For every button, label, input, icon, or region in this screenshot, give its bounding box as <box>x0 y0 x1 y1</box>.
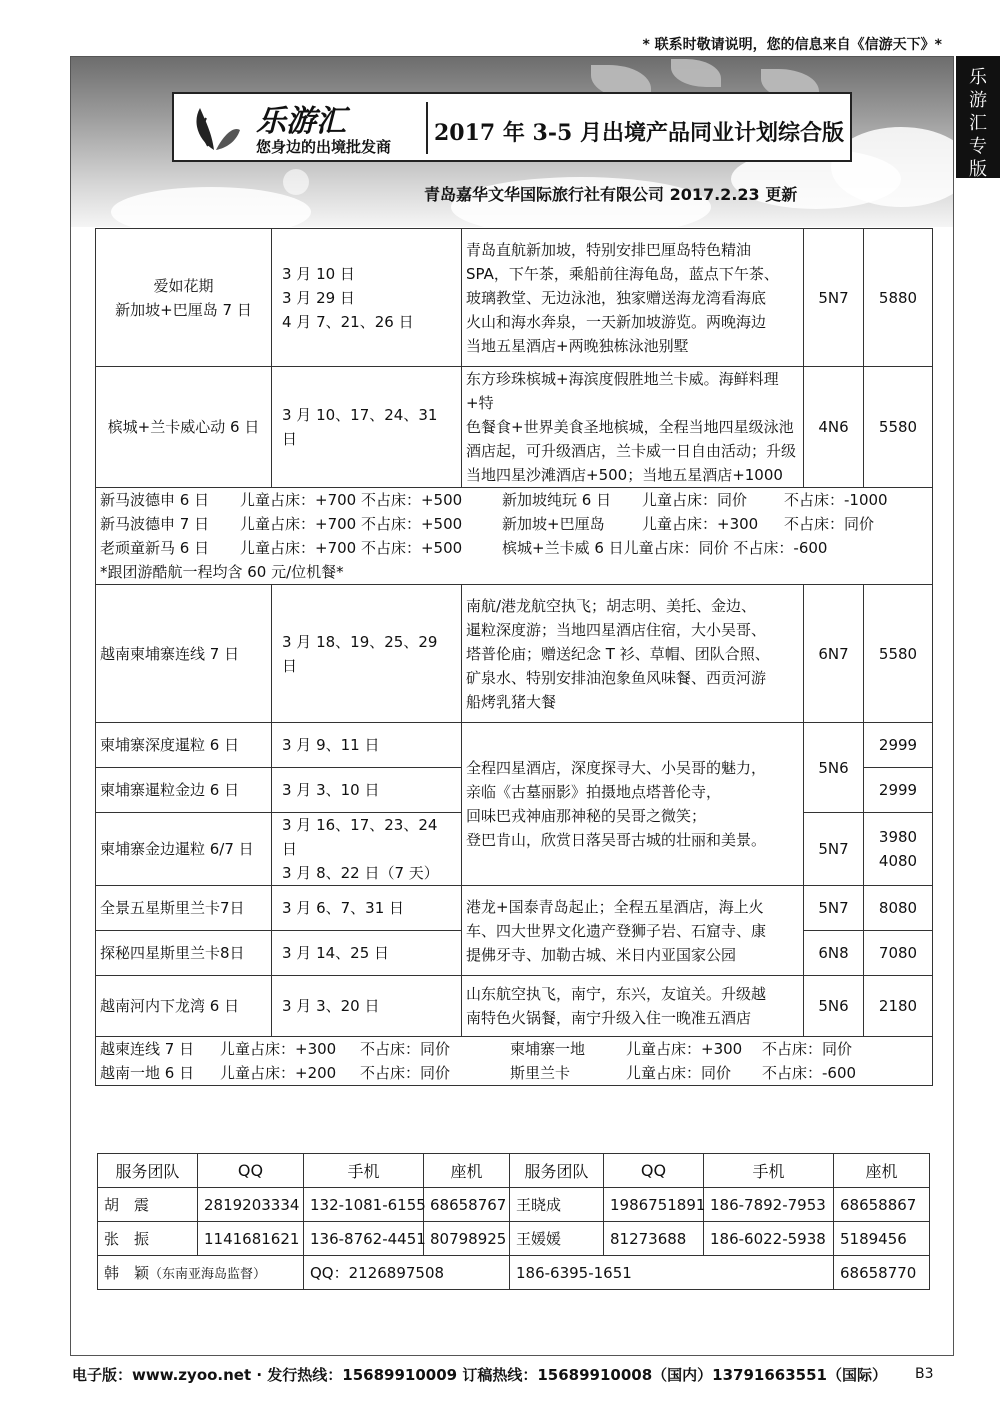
product-name: 柬埔寨金边暹粒 6/7 日 <box>96 813 272 886</box>
contact-header-cell: 座机 <box>424 1154 510 1188</box>
product-desc-line: SPA，下午茶，乘船前往海龟岛，蓝点下午茶、 <box>466 264 779 283</box>
product-desc-line: 当地四星沙滩酒店+500；当地五星酒店+1000 <box>466 466 783 484</box>
note-line <box>100 512 928 536</box>
product-desc-line: 东方珍珠槟城+海滨度假胜地兰卡威。海鲜料理+特 <box>466 370 779 412</box>
product-name <box>96 367 272 488</box>
logo-name: 乐游汇 <box>256 104 346 139</box>
product-dates: 3 月 14、25 日 <box>272 931 462 976</box>
note-item: 儿童占床：+700 不占床：+500 <box>240 539 463 557</box>
product-desc-line: 当地五星酒店+两晚独栋泳池别墅 <box>466 336 689 355</box>
product-date-line: 3 月 8、22 日（7 天） <box>282 864 439 882</box>
product-desc <box>462 367 804 488</box>
bubble-decoration <box>283 169 309 195</box>
product-desc-line: 青岛直航新加坡，特别安排巴厘岛特色精油 <box>466 240 752 259</box>
note-item: 儿童占床：同价 <box>626 1064 732 1082</box>
product-name: 全景五星斯里兰卡7日 <box>96 886 272 931</box>
side-tab-char: 乐 <box>969 67 987 88</box>
note-item: 老顽童新马 6 日 <box>100 539 210 557</box>
product-desc-line: 矿泉水、特别安排油泡象鱼风味餐、西贡河游 <box>466 668 767 687</box>
note-item: 儿童占床：+200 <box>220 1064 337 1082</box>
product-row <box>96 229 933 367</box>
contact-name: 胡 震 <box>98 1188 198 1222</box>
contact-name: 王媛媛 <box>510 1222 604 1256</box>
contact-row <box>98 1256 930 1290</box>
note-item: 越柬连线 7 日 <box>100 1040 195 1058</box>
butterfly-logo-icon <box>188 100 242 154</box>
child-price-notes <box>96 488 933 585</box>
product-name-line: 新加坡+巴厘岛 7 日 <box>115 300 252 319</box>
product-row <box>96 367 933 488</box>
product-desc <box>462 886 804 976</box>
product-date-line: 4 月 7、21、26 日 <box>282 312 414 331</box>
note-item: 儿童占床：+700 不占床：+500 <box>240 515 463 533</box>
product-price: 7080 <box>864 931 933 976</box>
product-price: 5580 <box>864 585 933 723</box>
contact-name: 王晓成 <box>510 1188 604 1222</box>
contact-cell: 186-6022-5938 <box>704 1222 834 1256</box>
product-name-line: 爱如花期 <box>153 276 214 295</box>
contact-header-cell: 手机 <box>304 1154 424 1188</box>
contact-cell: 1986751891 <box>604 1188 704 1222</box>
logo-slogan: 您身边的出境批发商 <box>256 138 392 156</box>
note-item: 槟城+兰卡威 6 日儿童占床：同价 不占床：-600 <box>502 539 828 557</box>
contact-header-cell: 手机 <box>704 1154 834 1188</box>
product-desc-line: 船烤乳猪大餐 <box>466 692 557 711</box>
product-price <box>864 813 933 886</box>
product-name: 越南柬埔寨连线 7 日 <box>96 585 272 723</box>
product-desc-line: 南特色火锅餐，南宁升级入住一晚准五酒店 <box>466 1009 752 1027</box>
contact-header-cell: 座机 <box>834 1154 930 1188</box>
product-date-line: 3 月 29 日 <box>282 288 355 307</box>
footer-contact-line: 电子版：www.zyoo.net · 发行热线：15689910009 订稿热线：15689910008（国内）13791663551（国际） <box>72 1366 887 1384</box>
side-tab-char: 汇 <box>969 113 987 134</box>
contact-cell: 68658767 <box>424 1188 510 1222</box>
product-name <box>96 229 272 367</box>
meal-note: *跟团游酷航一程均含 60 元/位机餐* <box>100 563 344 581</box>
contact-cell: 80798925 <box>424 1222 510 1256</box>
product-price <box>864 768 933 813</box>
contact-row <box>98 1188 930 1222</box>
notes-row <box>96 1037 933 1086</box>
product-code: 5N7 <box>804 813 864 886</box>
product-date-line: 3 月 10、17、24、31 日 <box>282 406 438 448</box>
contact-cell: 136-8762-4451 <box>304 1222 424 1256</box>
cloud-decoration <box>111 187 311 227</box>
side-tab-char: 游 <box>969 90 987 111</box>
note-item: 不占床：-1000 <box>784 491 888 509</box>
contact-name-text: 韩 颖 <box>104 1264 150 1282</box>
contact-note: （东南亚海岛监督） <box>149 1267 267 1282</box>
note-item: 儿童占床：+700 不占床：+500 <box>240 491 463 509</box>
product-desc <box>462 585 804 723</box>
product-dates: 3 月 18、19、25、29 日 <box>272 585 462 723</box>
product-name: 探秘四星斯里兰卡8日 <box>96 931 272 976</box>
note-item: 儿童占床：同价 <box>642 491 748 509</box>
title-box <box>172 92 852 162</box>
product-price-line: 4080 <box>878 852 918 870</box>
product-row <box>96 886 933 931</box>
company-line: 青岛嘉华文华国际旅行社有限公司 2017.2.23 更新 <box>424 185 798 204</box>
note-item: 不占床：同价 <box>360 1064 451 1082</box>
top-note: * 联系时敬请说明，您的信息来自《信游天下》* <box>642 37 942 53</box>
product-desc-line: 南航/港龙航空执飞；胡志明、美托、金边、 <box>466 596 757 615</box>
note-item: 不占床：同价 <box>360 1040 451 1058</box>
note-item: 柬埔寨一地 <box>510 1040 586 1058</box>
product-price-line: 2999 <box>878 781 918 799</box>
product-desc-line: 港龙+国泰青岛起止；全程五星酒店，海上火 <box>466 897 764 916</box>
product-desc-line: 车、四大世界文化遗产登狮子岩、石窟寺、康 <box>466 921 767 940</box>
contact-header-cell: QQ <box>604 1154 704 1188</box>
note-line <box>100 1037 928 1061</box>
product-desc-line: 火山和海水奔泉，一天新加坡游览。两晚海边 <box>466 312 767 331</box>
product-row <box>96 585 933 723</box>
product-name-line: 槟城+兰卡威心动 6 日 <box>107 418 260 436</box>
product-code: 5N7 <box>804 886 864 931</box>
child-price-notes <box>96 1037 933 1086</box>
product-desc-line: 山东航空执飞，南宁，东兴，友谊关。升级越 <box>466 985 767 1003</box>
note-line <box>100 488 928 512</box>
page-number: B3 <box>915 1366 934 1382</box>
notes-row <box>96 488 933 585</box>
contact-header-cell: QQ <box>198 1154 304 1188</box>
product-date-line: 3 月 3、10 日 <box>282 781 380 799</box>
product-price-line: 2999 <box>878 736 918 754</box>
page-title: 2017 年 3-5 月出境产品同业计划综合版 <box>434 120 844 146</box>
product-dates <box>272 723 462 768</box>
product-desc-line: 回味巴戎神庙那神秘的吴哥之微笑； <box>466 807 707 825</box>
product-desc <box>462 976 804 1037</box>
product-price: 8080 <box>864 886 933 931</box>
contact-header-cell: 服务团队 <box>510 1154 604 1188</box>
note-item: 斯里兰卡 <box>510 1064 571 1082</box>
contact-name <box>98 1256 304 1290</box>
product-name: 柬埔寨深度暹粒 6 日 <box>96 723 272 768</box>
product-code: 5N6 <box>804 723 864 813</box>
product-price: 2180 <box>864 976 933 1037</box>
product-dates <box>272 367 462 488</box>
product-desc-line: 全程四星酒店，深度探寻大、小吴哥的魅力， <box>466 759 767 777</box>
product-desc-line: 玻璃教堂、无边泳池，独家赠送海龙湾看海底 <box>466 288 767 307</box>
product-date-line: 3 月 16、17、23、24 日 <box>282 816 438 858</box>
product-date-line: 3 月 9、11 日 <box>282 736 380 754</box>
product-name: 越南河内下龙湾 6 日 <box>96 976 272 1037</box>
product-price: 5580 <box>864 367 933 488</box>
contact-landline: 68658770 <box>834 1256 930 1290</box>
contact-cell: 68658867 <box>834 1188 930 1222</box>
contact-table <box>97 1153 930 1290</box>
side-tab <box>956 56 1000 178</box>
product-code: 5N7 <box>804 229 864 367</box>
product-table <box>95 228 933 1086</box>
product-desc-line: 色餐食+世界美食圣地槟城，全程当地四星级泳池 <box>466 418 794 436</box>
product-dates: 3 月 3、20 日 <box>272 976 462 1037</box>
side-tab-char: 专 <box>969 136 987 157</box>
product-desc-line: 塔普伦庙；赠送纪念 T 衫、草帽、团队合照、 <box>466 644 770 663</box>
product-desc-line: 亲临《古墓丽影》拍摄地点塔普伦寺， <box>466 783 722 801</box>
product-date-line: 3 月 10 日 <box>282 264 355 283</box>
product-desc-line: 登巴肯山，欣赏日落吴哥古城的壮丽和美景。 <box>466 831 767 849</box>
product-dates <box>272 768 462 813</box>
contact-cell: 81273688 <box>604 1222 704 1256</box>
contact-name: 张 振 <box>98 1222 198 1256</box>
product-dates <box>272 229 462 367</box>
note-item: 新马波德申 7 日 <box>100 515 210 533</box>
product-desc <box>462 723 804 886</box>
product-dates: 3 月 6、7、31 日 <box>272 886 462 931</box>
product-code: 6N8 <box>804 931 864 976</box>
note-item: 新加坡+巴厘岛 <box>502 515 605 533</box>
note-item: 越南一地 6 日 <box>100 1064 195 1082</box>
product-desc <box>462 229 804 367</box>
product-price-line: 3980 <box>878 828 918 846</box>
leaf-decoration <box>671 59 721 87</box>
note-item: 儿童占床：+300 <box>220 1040 337 1058</box>
contact-cell: 1141681621 <box>198 1222 304 1256</box>
product-code: 5N6 <box>804 976 864 1037</box>
product-row <box>96 976 933 1037</box>
product-desc-line: 酒店起，可升级酒店，兰卡威一日自由活动；升级 <box>466 442 797 460</box>
note-item: 儿童占床：+300 <box>626 1040 743 1058</box>
contact-row <box>98 1222 930 1256</box>
product-price <box>864 723 933 768</box>
product-price: 5880 <box>864 229 933 367</box>
title-divider <box>426 102 428 154</box>
product-dates <box>272 813 462 886</box>
contact-mobile: 186-6395-1651 <box>510 1256 834 1290</box>
contact-cell: 2819203334 <box>198 1188 304 1222</box>
contact-header-cell: 服务团队 <box>98 1154 198 1188</box>
note-item: 新加坡纯玩 6 日 <box>502 491 612 509</box>
product-code: 4N6 <box>804 367 864 488</box>
contact-cell: 5189456 <box>834 1222 930 1256</box>
product-row <box>96 723 933 768</box>
product-name: 柬埔寨暹粒金边 6 日 <box>96 768 272 813</box>
contact-header-row <box>98 1154 930 1188</box>
side-tab-char: 版 <box>969 159 987 180</box>
note-item: 不占床：同价 <box>762 1040 853 1058</box>
contact-cell: 132-1081-6155 <box>304 1188 424 1222</box>
note-line <box>100 536 928 560</box>
note-item: 不占床：-600 <box>762 1064 857 1082</box>
product-desc-line: 暹粒深度游；当地四星酒店住宿，大小吴哥、 <box>466 620 767 639</box>
note-item: 新马波德申 6 日 <box>100 491 210 509</box>
note-item: 儿童占床：+300 <box>642 515 759 533</box>
contact-cell: 186-7892-7953 <box>704 1188 834 1222</box>
contact-qq: QQ：2126897508 <box>304 1256 510 1290</box>
note-line <box>100 1061 928 1085</box>
product-code: 6N7 <box>804 585 864 723</box>
note-item: 不占床：同价 <box>784 515 875 533</box>
product-desc-line: 提佛牙寺、加勒古城、米日内亚国家公园 <box>466 945 737 964</box>
